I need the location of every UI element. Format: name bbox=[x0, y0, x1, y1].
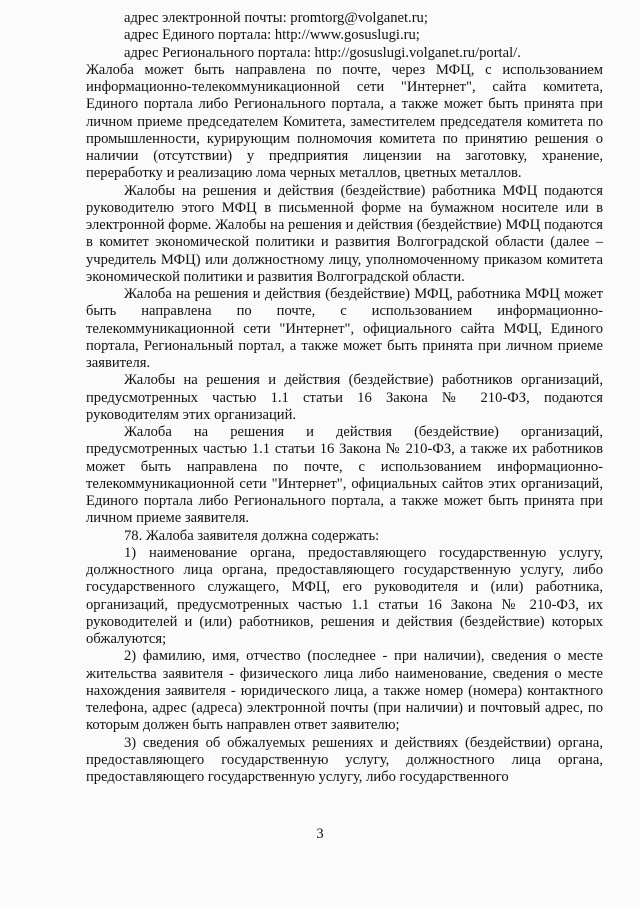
list-item-3: 3) сведения об обжалуемых решениях и действиях (бездействии) органа, предоставляющего государственную услугу, должностного лица органа, предоставляющего государственную услугу, либо государственного bbox=[86, 734, 603, 785]
paragraph-organization-complaint-channels: Жалоба на решения и действия (бездействие) организаций, предусмотренных частью 1.1 статьи 16 Закона № 210-ФЗ, а также их работников может быть направлена по почте, с использованием информационно-телекоммуникационной сети "Интернет", официальных сайтов этих организаций, Единого портала либо Регионального портала, а также может быть принята при личном приеме заявителя. bbox=[86, 424, 603, 527]
paragraph-complaint-channels: Жалоба может быть направлена по почте, через МФЦ, с использованием информационно-телекоммуникационной сети "Интернет", сайта комитета, Единого портала либо Регионального портала, а также может быть принята при личном приеме председателем Комитета, заместителем председателя комитета по промышленности, курирующим полномочия комитета по принятию решения о наличии (отсутствии) у предприятия лицензии на заготовку, хранение, переработку и реализацию лома черных металлов, цветных металлов. bbox=[86, 61, 603, 182]
unified-portal-address-line: адрес Единого портала: http://www.gosuslugi.ru; bbox=[124, 27, 420, 44]
document-body bbox=[86, 10, 603, 786]
paragraph-78-heading: 78. Жалоба заявителя должна содержать: bbox=[124, 527, 380, 544]
email-address-line: адрес электронной почты: promtorg@volganet.ru; bbox=[124, 10, 428, 26]
list-item-2: 2) фамилию, имя, отчество (последнее - при наличии), сведения о месте жительства заявителя - физического лица либо наименование, сведения о месте нахождения заявителя - юридического лица, а также номер (номера) контактного телефона, адрес (адреса) электронной почты (при наличии) и почтовый адрес, по которым должен быть направлен ответ заявителю; bbox=[86, 648, 603, 734]
paragraph-organization-worker-complaints: Жалобы на решения и действия (бездействие) работников организаций, предусмотренных частью 1.1 статьи 16 Закона № 210-ФЗ, подаются руководителям этих организаций. bbox=[86, 372, 603, 423]
paragraph-mfc-complaint-channels: Жалоба на решения и действия (бездействие) МФЦ, работника МФЦ может быть направлена по почте, с использованием информационно-телекоммуникационной сети "Интернет", официального сайта МФЦ, Единого портала, Региональный портал, а также может быть принята при личном приеме заявителя. bbox=[86, 286, 603, 371]
page-number: 3 bbox=[316, 826, 324, 842]
regional-portal-address-line: адрес Регионального портала: http://gosuslugi.volganet.ru/portal/. bbox=[124, 44, 521, 61]
paragraph-mfc-worker-complaints: Жалобы на решения и действия (бездействие) работника МФЦ подаются руководителю этого МФЦ в письменной форме на бумажном носителе или в электронной форме. Жалобы на решения и действия (бездействие) МФЦ подаются в комитет экономической политики и развития Волгоградской области (далее – учредитель МФЦ) или должностному лицу, уполномоченному приказом комитета экономической политики и развития Волгоградской области. bbox=[86, 182, 603, 285]
list-item-1: 1) наименование органа, предоставляющего государственную услугу, должностного лица органа, предоставляющего государственную услугу, либо государственного служащего, МФЦ, его руководителя и (или) работника, организаций, предусмотренных частью 1.1 статьи 16 Закона № 210-ФЗ, их руководителей и (или) работников, решения и действия (бездействие) которых обжалуются; bbox=[86, 544, 603, 647]
